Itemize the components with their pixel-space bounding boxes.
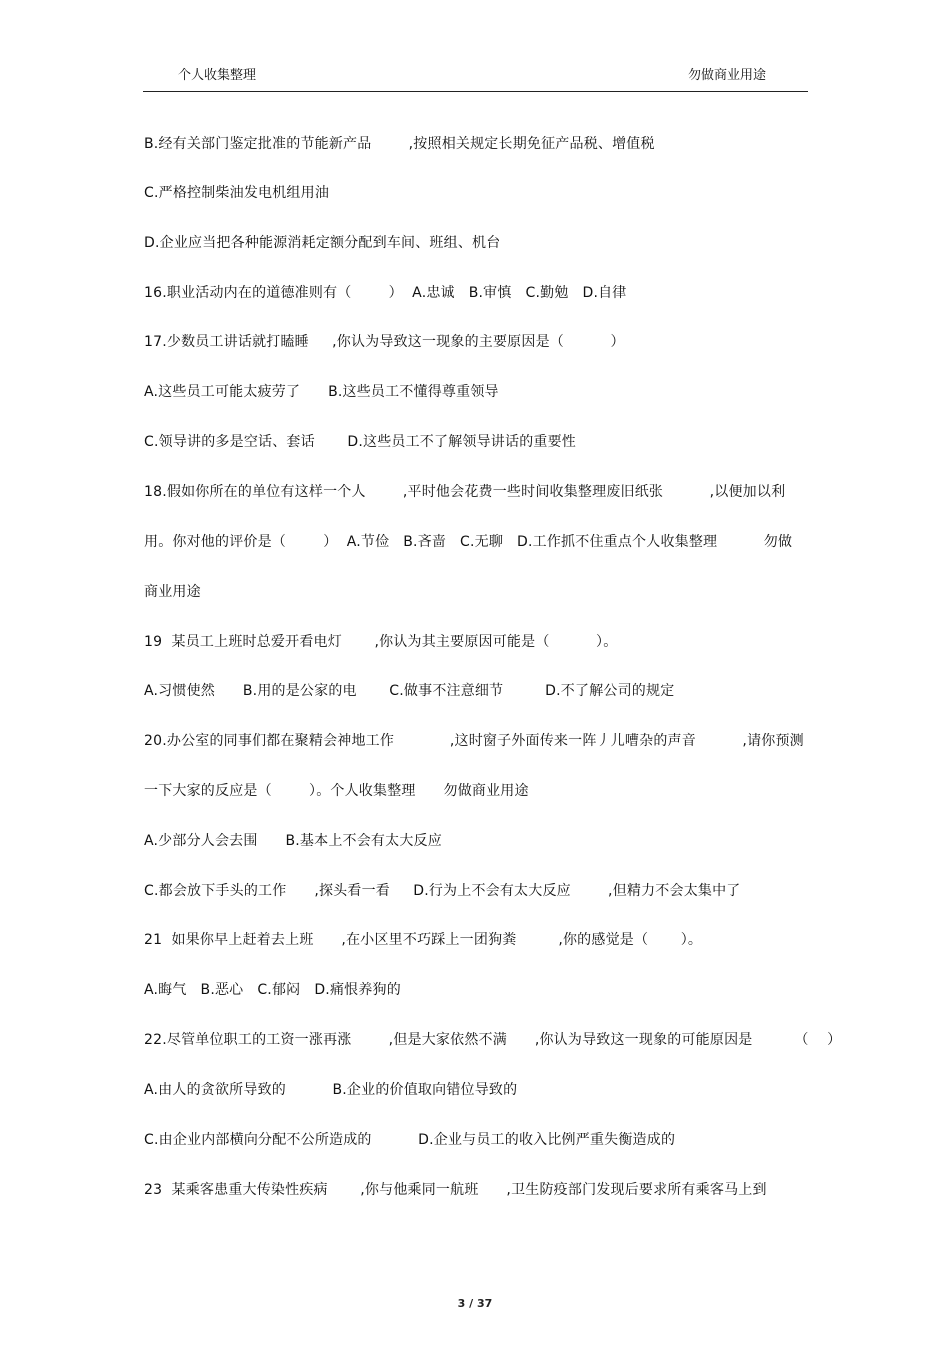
header-right-text: 勿做商业用途 [688,68,767,83]
text-line: C.都会放下手头的工作 ,探头看一看 D.行为上不会有太大反应 ,但精力不会太集中了 [144,883,741,899]
text-line: C.由企业内部横向分配不公所造成的 D.企业与员工的收入比例严重失衡造成的 [144,1132,676,1148]
text-line: C.严格控制柴油发电机组用油 [144,185,330,201]
question-22: 22.尽管单位职工的工资一涨再涨 ,但是大家依然不满 ,你认为导致这一现象的可能原因是 （ ） [144,1032,842,1048]
question-23: 23 某乘客患重大传染性疾病 ,你与他乘同一航班 ,卫生防疫部门发现后要求所有乘客马上到 [144,1182,767,1198]
header-divider [143,91,808,92]
text-line: B.经有关部门鉴定批准的节能新产品 ,按照相关规定长期免征产品税、增值税 [144,136,655,152]
text-line: 商业用途 [144,584,201,600]
text-line: D.企业应当把各种能源消耗定额分配到车间、班组、机台 [144,235,501,251]
text-line: 用。你对他的评价是（ ） A.节俭 B.吝啬 C.无聊 D.工作抓不住重点个人收集整理 勿做 [144,534,793,550]
question-18: 18.假如你所在的单位有这样一个人 ,平时他会花费一些时间收集整理废旧纸张 ,以便加以利 [144,484,786,500]
question-16: 16.职业活动内在的道德准则有（ ） A.忠诚 B.审慎 C.勤勉 D.自律 [144,285,627,301]
header-left-text: 个人收集整理 [178,68,257,83]
text-line: C.领导讲的多是空话、套话 D.这些员工不了解领导讲话的重要性 [144,434,577,450]
text-line: A.习惯使然 B.用的是公家的电 C.做事不注意细节 D.不了解公司的规定 [144,683,675,699]
text-line: A.这些员工可能太疲劳了 B.这些员工不懂得尊重领导 [144,384,499,400]
text-line: A.由人的贪欲所导致的 B.企业的价值取向错位导致的 [144,1082,518,1098]
question-20: 20.办公室的同事们都在聚精会神地工作 ,这时窗子外面传来一阵丿儿嘈杂的声音 ,请你预测 [144,733,804,749]
question-17: 17.少数员工讲话就打瞌睡 ,你认为导致这一现象的主要原因是（ ） [144,334,625,350]
question-21: 21 如果你早上赶着去上班 ,在小区里不巧踩上一团狗粪 ,你的感觉是（ ）。 [144,932,703,948]
question-19: 19 某员工上班时总爱开看电灯 ,你认为其主要原因可能是（ ）。 [144,634,618,650]
text-line: A.少部分人会去围 B.基本上不会有太大反应 [144,833,442,849]
text-line: A.晦气 B.恶心 C.郁闷 D.痛恨养狗的 [144,982,401,998]
text-line: 一下大家的反应是（ ）。个人收集整理 勿做商业用途 [144,783,529,799]
page-number: 3 / 37 [457,1297,493,1310]
